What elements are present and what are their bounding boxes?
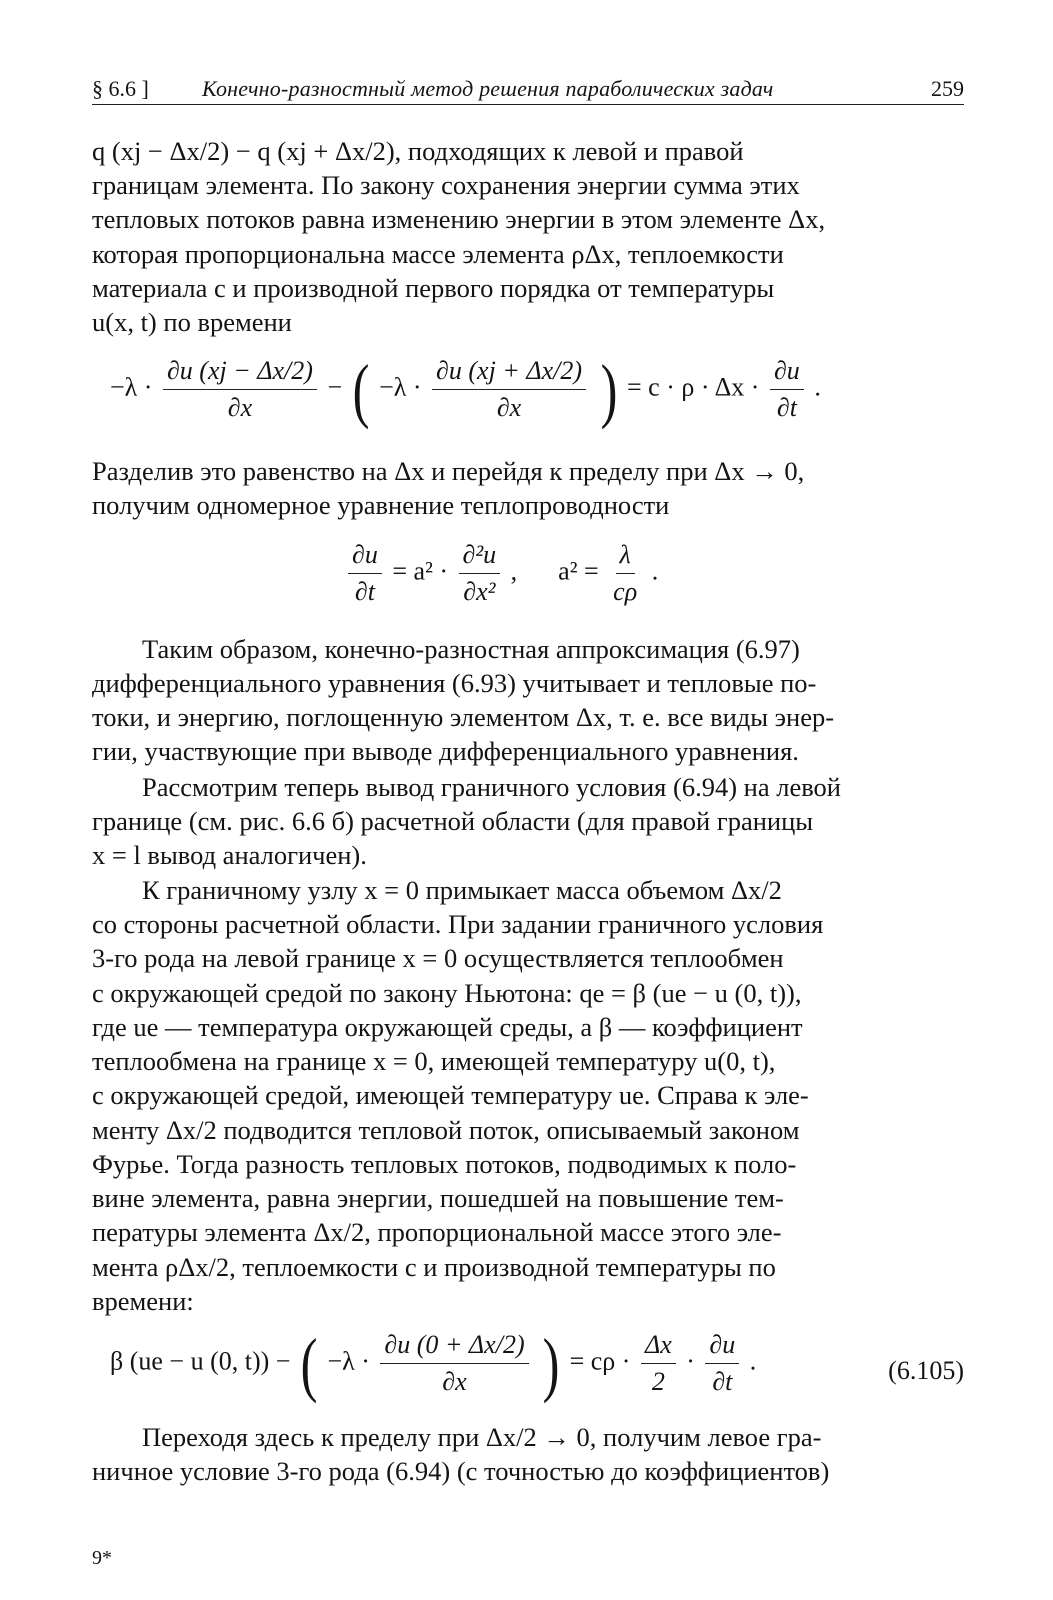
eq-punct: , [510,556,518,586]
text-line: Переходя здесь к пределу при Δx/2 → 0, получим левое гра- [142,1422,822,1452]
fraction-numerator: ∂u (0 + Δx/2) [380,1330,528,1364]
equation-6-105 [110,1323,964,1404]
text-line: x = l вывод аналогичен). [92,840,367,870]
fraction-numerator: ∂u (xj − Δx/2) [163,356,317,390]
right-paren: ) [542,1323,560,1404]
text-line: Фурье. Тогда разность тепловых потоков, подводимых к поло- [92,1149,797,1179]
fraction-numerator: ∂²u [459,540,501,574]
eq-term: a² = [558,556,599,586]
fraction-denominator: ∂t [776,393,797,422]
text-line: где ue — температура окружающей среды, а β — коэффициент [92,1012,803,1042]
fraction-numerator: Δx [641,1330,676,1364]
text-line: материала c и производной первого порядка от температуры [92,273,775,303]
page-number: 259 [931,76,964,101]
text-line: тепловых потоков равна изменению энергии в этом элементе Δx, [92,204,826,234]
text-line: мента ρΔx/2, теплоемкости c и производной температуры по [92,1252,776,1282]
text-line: вине элемента, равна энергии, пошедшей на повышение тем- [92,1183,784,1213]
text-line: пературы элемента Δx/2, пропорциональной массе этого эле- [92,1217,782,1247]
fraction-denominator: 2 [651,1367,665,1396]
eq-term: −λ · [379,372,422,402]
fraction [770,356,804,423]
text-line: q (xj − Δx/2) − q (xj + Δx/2), подходящих к левой и правой [92,136,744,166]
left-paren: ( [300,1323,318,1404]
eq-punct: . [749,1346,757,1376]
fraction-numerator: ∂u [770,356,804,390]
text-line: границе (см. рис. 6.6 б) расчетной области (для правой границы [92,806,814,836]
fraction-denominator: ∂x [442,1367,467,1396]
text-line: теплообмена на границе x = 0, имеющей температуру u(0, t), [92,1046,776,1076]
text-line: времени: [92,1286,194,1316]
fraction-denominator: ∂t [712,1367,733,1396]
eq-operator: · [686,1346,695,1376]
fraction [705,1330,739,1397]
eq-term: = c · ρ · Δx · [627,372,760,402]
text-line: u(x, t) по времени [92,307,292,337]
eq-term: = a² · [392,556,449,586]
eq-operator: − [327,372,343,402]
fraction-numerator: λ [616,540,635,574]
text-line: гии, участвующие при выводе дифференциального уравнения. [92,736,799,766]
fraction-denominator: cρ [613,577,638,606]
text-line: Таким образом, конечно-разностная аппроксимация (6.97) [142,634,800,664]
text-line: Разделив это равенство на Δx и перейдя к пределу при Δx → 0, [92,456,805,486]
text-line: дифференциального уравнения (6.93) учитывает и тепловые по- [92,668,817,698]
text-line: со стороны расчетной области. При задании граничного условия [92,909,824,939]
text-line: токи, и энергию, поглощенную элементом Δx, т. е. все виды энер- [92,702,835,732]
text-line: 3-го рода на левой границе x = 0 осуществляется теплообмен [92,943,784,973]
section-number: § 6.6 ] [92,76,149,101]
text-line: границам элемента. По закону сохранения энергии сумма этих [92,170,800,200]
fraction [459,540,501,607]
fraction [163,356,317,423]
text-line: менту Δx/2 подводится тепловой поток, описываемый законом [92,1115,800,1145]
text-line: ничное условие 3-го рода (6.94) (с точностью до коэффициентов) [92,1456,830,1486]
eq-term: −λ · [110,372,153,402]
fraction-numerator: ∂u (xj + Δx/2) [432,356,586,390]
signature-mark: 9* [92,1547,112,1569]
text-line: Рассмотрим теперь вывод граничного условия (6.94) на левой [142,772,841,802]
eq-term: = cρ · [569,1346,631,1376]
fraction-numerator: ∂u [705,1330,739,1364]
eq-punct: . [814,372,821,402]
fraction [432,356,586,423]
text-line: получим одномерное уравнение теплопроводности [92,490,670,520]
fraction-denominator: ∂t [354,577,375,606]
eq-term: −λ · [327,1346,370,1376]
fraction [641,1330,676,1397]
equation-number: (6.105) [888,1356,964,1385]
fraction-denominator: ∂x² [463,577,496,606]
fraction [380,1330,528,1397]
right-paren: ) [600,349,617,430]
fraction-numerator: ∂u [348,540,382,574]
equation-heat [344,540,658,607]
text-line: К граничному узлу x = 0 примыкает масса объемом Δx/2 [142,875,782,905]
text-line: которая пропорциональна массе элемента ρΔx, теплоемкости [92,239,784,269]
text-line: с окружающей средой, имеющей температуру ue. Справа к эле- [92,1080,809,1110]
fraction-denominator: ∂x [227,393,253,422]
eq-term: β (ue − u (0, t)) − [110,1346,291,1376]
running-title: Конечно-разностный метод решения параболических задач [202,76,774,101]
equation-energy-balance [110,349,821,430]
fraction-denominator: ∂x [496,393,522,422]
fraction [609,540,641,607]
running-header [92,74,964,105]
fraction [348,540,382,607]
left-paren: ( [352,349,369,430]
eq-punct: . [651,556,659,586]
text-line: с окружающей средой по закону Ньютона: qe = β (ue − u (0, t)), [92,978,802,1008]
